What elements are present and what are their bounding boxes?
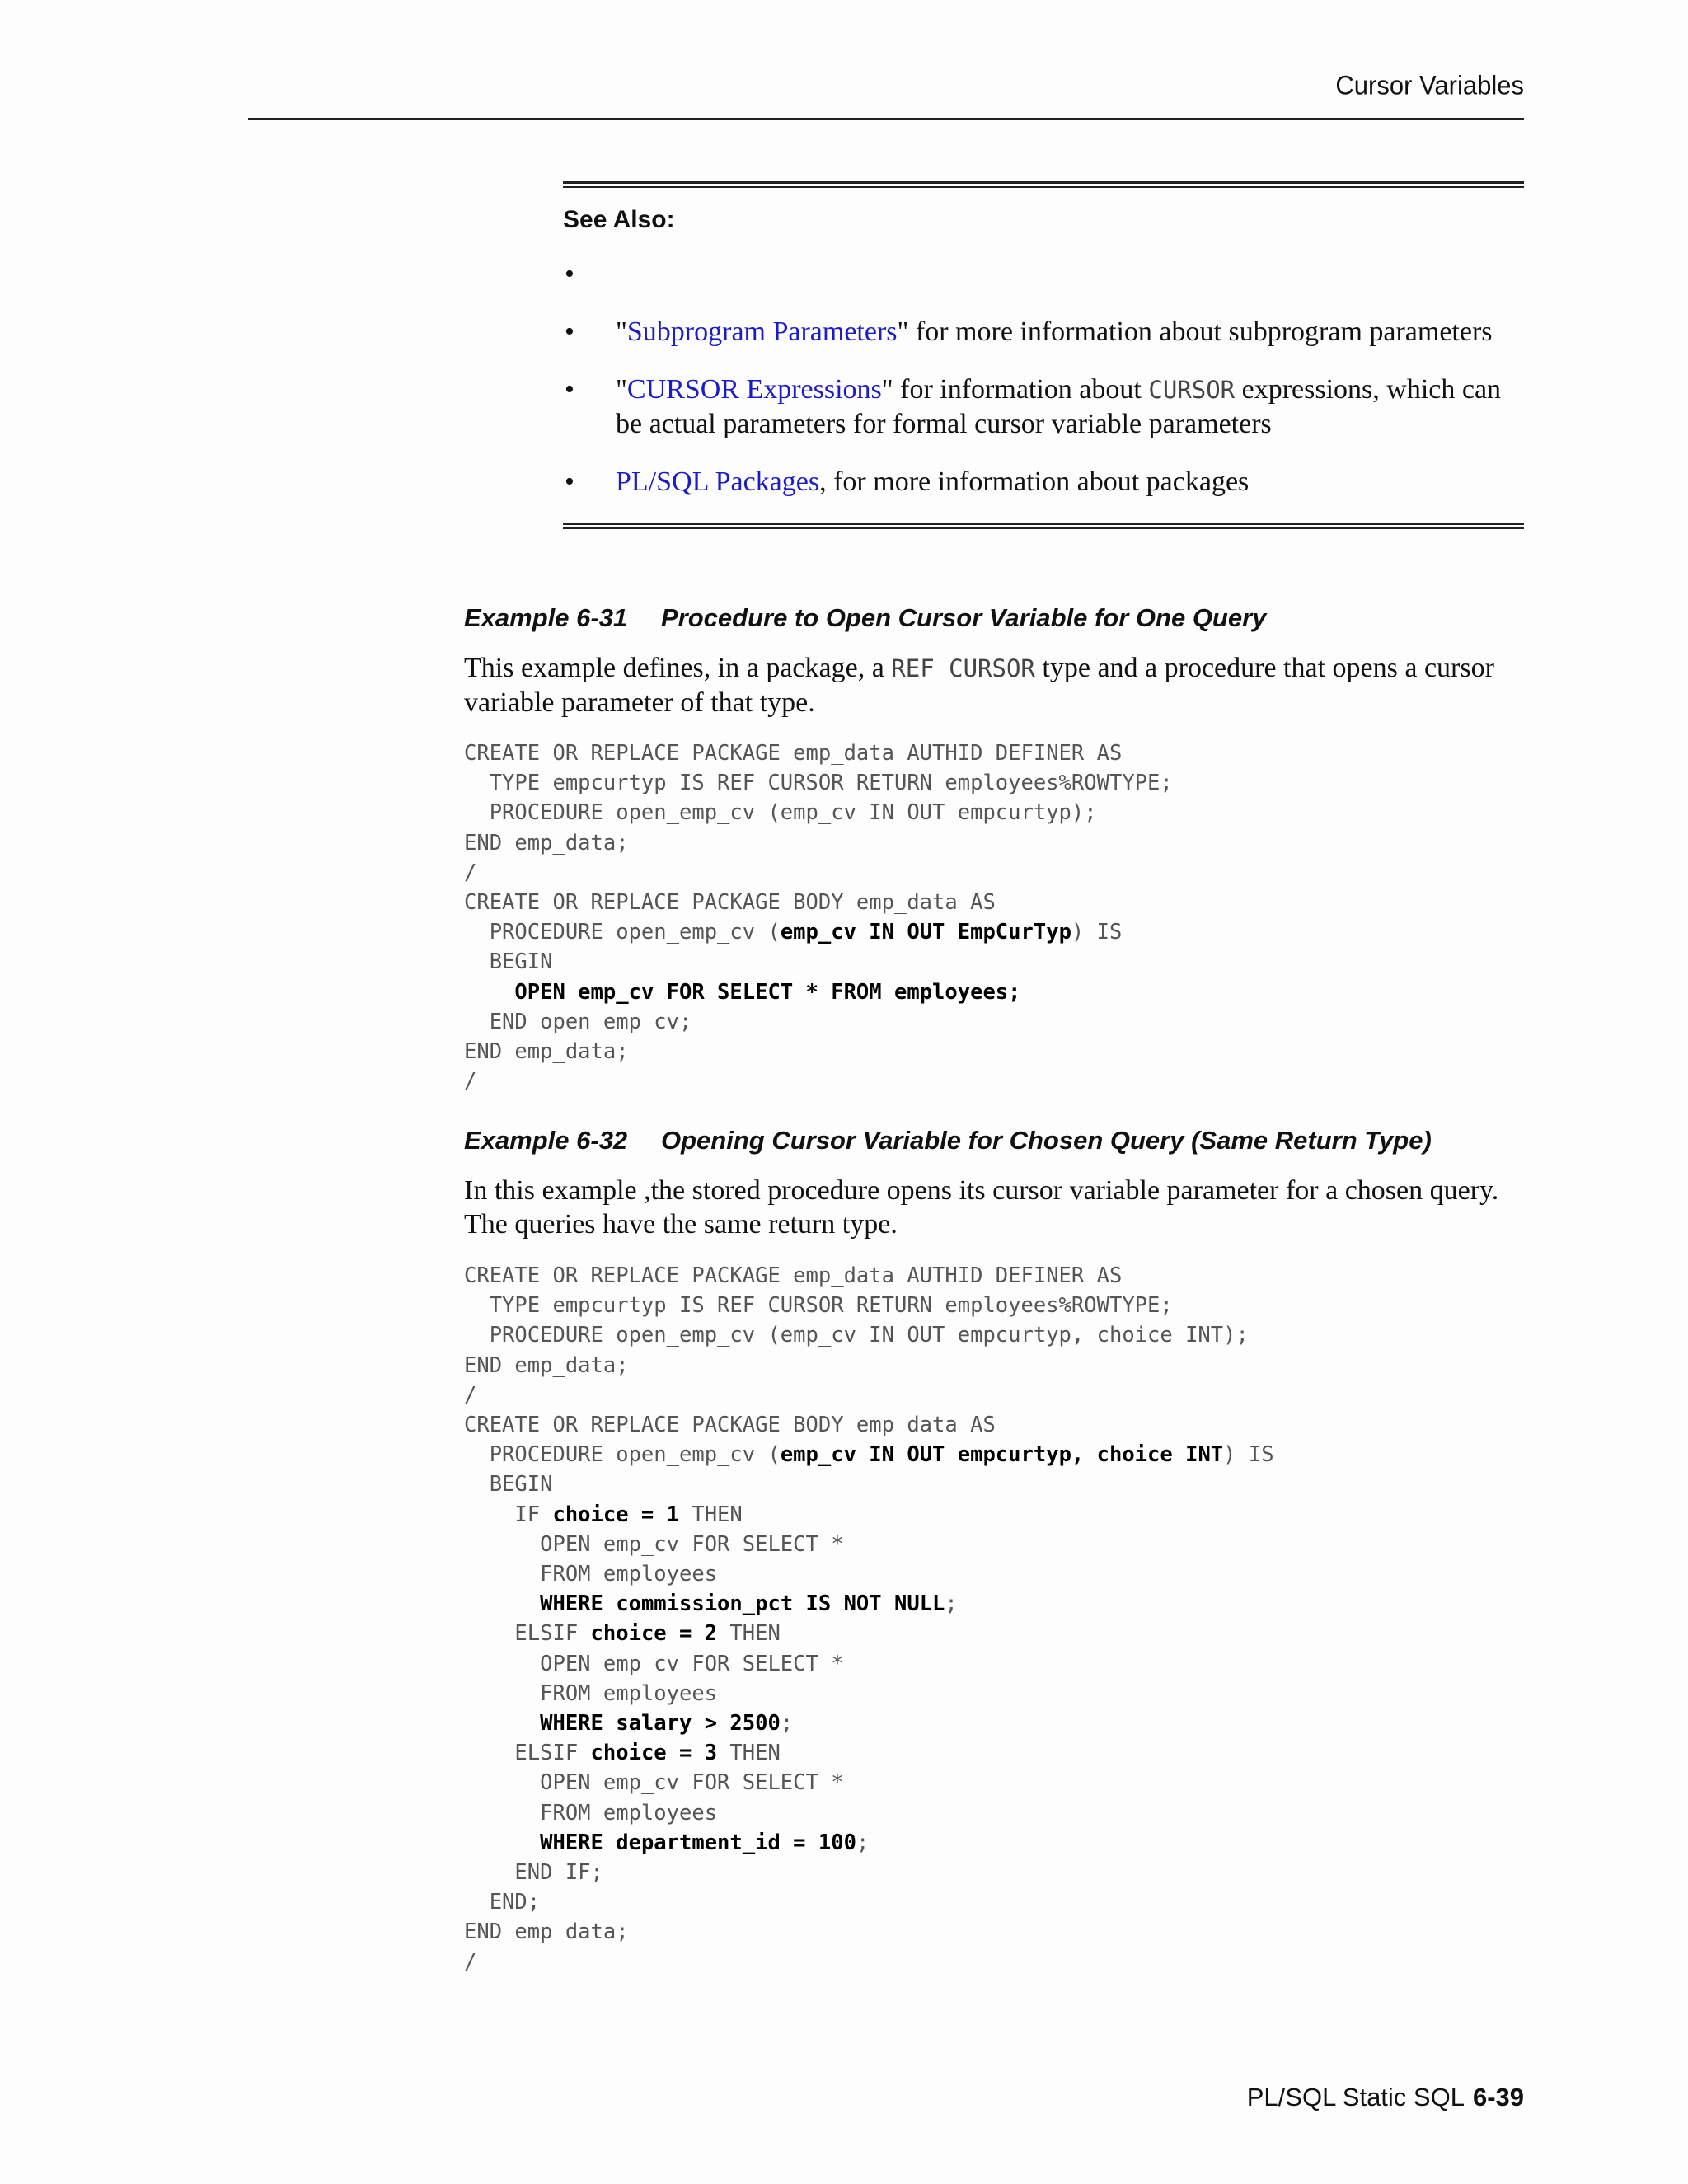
code-emphasis: emp_cv IN OUT EmpCurTyp — [780, 920, 1071, 945]
code-emphasis: WHERE department_id = 100 — [540, 1830, 856, 1855]
code-line: CREATE OR REPLACE PACKAGE emp_data AUTHID DEFINER AS — [464, 741, 1123, 766]
example-6-32-description: In this example ,the stored procedure opens its cursor variable parameter for a chosen query. The queries have the same return type. — [464, 1175, 1499, 1240]
code-line: PROCEDURE open_emp_cv (emp_cv IN OUT empcurtyp, choice INT); — [464, 1323, 1249, 1348]
code-line: END emp_data; — [464, 1919, 629, 1945]
code-emphasis: choice = 2 — [590, 1621, 718, 1647]
code-line: IF choice = 1 THEN — [464, 1502, 743, 1527]
subprogram-parameters-link[interactable]: Subprogram Parameters — [626, 316, 898, 347]
list-item — [563, 257, 1524, 291]
example-number: Example 6-31 — [464, 603, 628, 632]
code-line: FROM employees — [464, 1562, 718, 1587]
code-line: BEGIN — [464, 949, 553, 975]
code-emphasis: choice = 1 — [552, 1502, 679, 1527]
list-item-text: " for more information about subprogram parameters — [897, 316, 1493, 347]
plsql-packages-link[interactable]: PL/SQL Packages — [616, 466, 820, 497]
code-line: END open_emp_cv; — [464, 1009, 692, 1034]
example-6-31-code — [464, 738, 1173, 1096]
inline-code: REF CURSOR — [891, 654, 1035, 682]
code-line: BEGIN — [464, 1472, 553, 1497]
list-item-text: , for more information about packages — [819, 466, 1250, 497]
code-emphasis: OPEN emp_cv FOR SELECT * FROM employees; — [514, 979, 1021, 1005]
see-also-title: See Also: — [563, 206, 675, 233]
page-number: 6-39 — [1472, 2083, 1524, 2111]
code-line: END emp_data; — [464, 1039, 629, 1065]
code-line: FROM employees — [464, 1800, 718, 1825]
header-rule — [248, 118, 1524, 120]
bullet-icon: • — [565, 374, 574, 405]
list-item — [563, 465, 1524, 499]
see-also-list — [563, 257, 1524, 499]
code-line: / — [464, 1069, 477, 1094]
code-line: END; — [464, 1890, 541, 1915]
code-line: WHERE salary > 2500; — [540, 1711, 794, 1736]
code-line: / — [464, 860, 477, 885]
page-footer — [1071, 2083, 1524, 2112]
code-line: END emp_data; — [464, 1352, 629, 1378]
code-emphasis: choice = 3 — [590, 1741, 718, 1766]
code-line: ELSIF choice = 2 THEN — [464, 1621, 781, 1647]
code-emphasis: WHERE commission_pct IS NOT NULL — [540, 1591, 945, 1617]
bullet-icon: • — [565, 466, 574, 497]
bullet-icon: • — [565, 259, 574, 289]
code-line: CREATE OR REPLACE PACKAGE BODY emp_data AS — [464, 890, 996, 916]
code-line: END emp_data; — [464, 830, 629, 855]
code-line: TYPE empcurtyp IS REF CURSOR RETURN employees%ROWTYPE; — [464, 1293, 1173, 1319]
code-line: OPEN emp_cv FOR SELECT * — [464, 1770, 844, 1796]
code-emphasis: WHERE salary > 2500 — [540, 1711, 781, 1736]
footer-section: PL/SQL Static SQL — [1246, 2083, 1465, 2111]
see-also-box — [563, 181, 1524, 529]
code-line: PROCEDURE open_emp_cv (emp_cv IN OUT empcurtyp, choice INT) IS — [464, 1442, 1274, 1468]
code-line: WHERE commission_pct IS NOT NULL; — [540, 1591, 958, 1617]
example-caption: Procedure to Open Cursor Variable for One Query — [661, 603, 1267, 632]
bullet-icon: • — [565, 316, 574, 347]
code-line: OPEN emp_cv FOR SELECT * — [464, 1651, 844, 1676]
code-line: FROM employees — [464, 1680, 718, 1706]
code-line: WHERE department_id = 100; — [540, 1830, 870, 1855]
code-line: OPEN emp_cv FOR SELECT * — [464, 1531, 844, 1557]
page-header: Cursor Variables — [1335, 70, 1524, 101]
example-6-32-title — [464, 1126, 1432, 1155]
list-item-text: " for information about — [881, 374, 1149, 405]
code-line: / — [464, 1382, 477, 1408]
code-line: PROCEDURE open_emp_cv (emp_cv IN OUT empcurtyp); — [464, 800, 1097, 826]
example-6-31-title — [464, 603, 1266, 633]
see-also-top-rule — [563, 181, 1524, 188]
code-line: PROCEDURE open_emp_cv (emp_cv IN OUT EmpCurTyp) IS — [464, 920, 1123, 945]
inline-code: CURSOR — [1148, 376, 1236, 404]
example-6-32-code — [464, 1261, 1274, 1977]
list-item-text: expressions, which can be actual parameters for formal cursor variable parameters — [616, 374, 1502, 439]
code-line: END IF; — [464, 1860, 603, 1886]
example-6-31-description: This example defines, in a package, a REF CURSOR type and a procedure that opens a cursor variable parameter of that type. — [464, 653, 1494, 718]
code-line — [464, 980, 1021, 1005]
cursor-expressions-link[interactable]: CURSOR Expressions — [626, 374, 882, 405]
example-number: Example 6-32 — [464, 1126, 628, 1155]
code-line: ELSIF choice = 3 THEN — [464, 1741, 781, 1766]
code-line: CREATE OR REPLACE PACKAGE emp_data AUTHID DEFINER AS — [464, 1263, 1123, 1288]
list-item: • "Subprogram Parameters" for more information about subprogram parameters — [565, 316, 1493, 347]
code-line: / — [464, 1949, 477, 1975]
see-also-bottom-rule — [563, 523, 1524, 529]
list-item: • "CURSOR Expressions" for information about CURSOR expressions, which can be actual parameters for formal cursor variable parameters — [565, 374, 1502, 439]
code-emphasis: emp_cv IN OUT empcurtyp, choice INT — [780, 1442, 1224, 1468]
example-caption: Opening Cursor Variable for Chosen Query (Same Return Type) — [661, 1126, 1432, 1155]
code-line: CREATE OR REPLACE PACKAGE BODY emp_data AS — [464, 1413, 996, 1438]
code-line: TYPE empcurtyp IS REF CURSOR RETURN employees%ROWTYPE; — [464, 771, 1173, 796]
